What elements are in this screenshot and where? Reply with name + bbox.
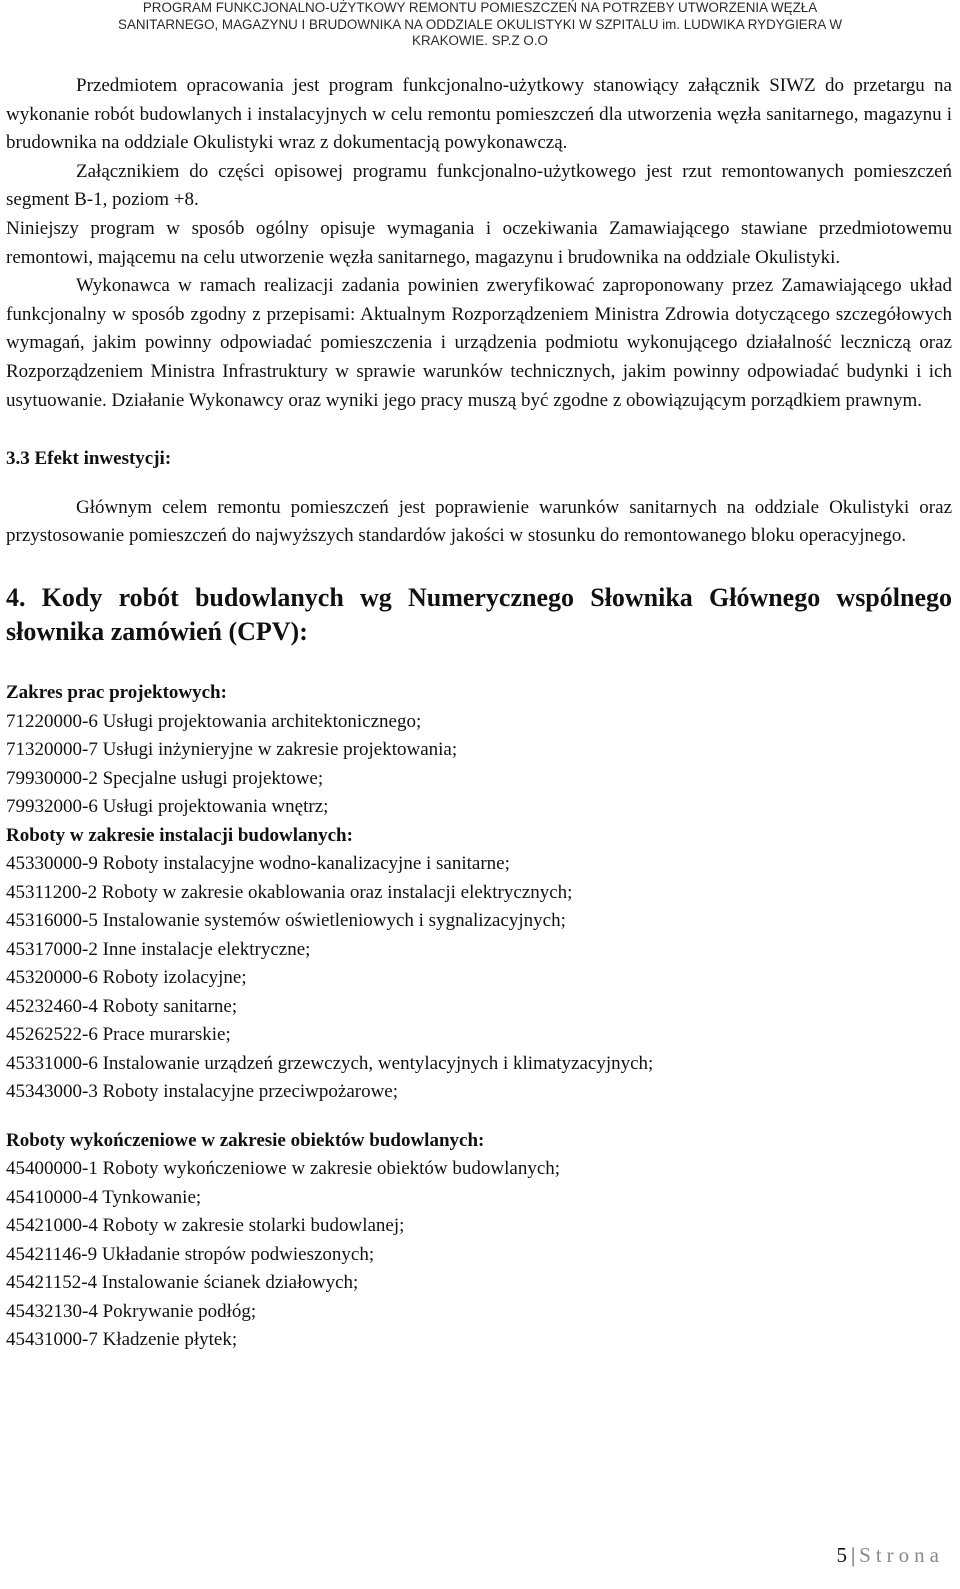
page-footer bbox=[836, 1540, 944, 1570]
header-line-2: SANITARNEGO, MAGAZYNU I BRUDOWNIKA NA ODDZIALE OKULISTYKI W SZPITALU im. LUDWIKA RYDYGIERA W bbox=[118, 16, 842, 32]
list-item: 45432130-4 Pokrywanie podłóg; bbox=[6, 1300, 257, 1322]
list-item: 45320000-6 Roboty izolacyjne; bbox=[6, 967, 247, 989]
paragraph-contractor: Wykonawca w ramach realizacji zadania powinien zweryfikować zaproponowany przez Zamawiającego układ funkcjonalny w sposób zgodny z przepisami: Aktualnym Rozporządzeniem Ministra Zdrowia dotyczącego szczegółowych wymagań, jakim powinny odpowiadać pomieszczenia i urządzenia podmiotu wykonującego działalność leczniczą oraz Rozporządzeniem Ministra Infrastruktury w sprawie warunków technicznych, jakim powinny odpowiadać budynki i ich usytuowanie. Działanie Wykonawcy oraz wyniki jego pracy muszą być zgodne z obowiązującym porządkiem prawnym. bbox=[6, 275, 952, 411]
section-3-3-title: Efekt inwestycji: bbox=[34, 448, 172, 470]
installation-group-title: Roboty w zakresie instalacji budowlanych: bbox=[6, 824, 353, 846]
list-item: 45316000-5 Instalowanie systemów oświetleniowych i sygnalizacyjnych; bbox=[6, 910, 566, 932]
list-item: 45421146-9 Układanie stropów podwieszonych; bbox=[6, 1243, 375, 1265]
list-item: 71320000-7 Usługi inżynieryjne w zakresie projektowania; bbox=[6, 739, 458, 760]
section-3-3-text: Głównym celem remontu pomieszczeń jest poprawienie warunków sanitarnych na oddziale Okulistyki oraz przystosowanie pomieszczeń do najwyższych standardów jakości w stosunku do remontowanego bloku operacyjnego. bbox=[6, 496, 952, 547]
list-item: 45262522-6 Prace murarskie; bbox=[6, 1024, 231, 1046]
list-item: 45330000-9 Roboty instalacyjne wodno-kanalizacyjne i sanitarne; bbox=[6, 853, 510, 875]
list-item: 45421152-4 Instalowanie ścianek działowych; bbox=[6, 1272, 359, 1294]
header-line-1: PROGRAM FUNKCJONALNO-UŻYTKOWY REMONTU POMIESZCZEŃ NA POTRZEBY UTWORZENIA WĘZŁA bbox=[142, 0, 818, 15]
list-item: 45431000-7 Kładzenie płytek; bbox=[6, 1329, 238, 1351]
paragraph-subject: Przedmiotem opracowania jest program funkcjonalno-użytkowy stanowiący załącznik SIWZ do przetargu na wykonanie robót budowlanych i instalacyjnych w celu remontu pomieszczeń dla utworzenia węzła sanitarnego, magazynu i brudownika na oddziale Okulistyki wraz z dokumentacją powykonawczą. bbox=[6, 75, 952, 154]
document-body bbox=[6, 72, 952, 1355]
footer-page-label: Strona bbox=[859, 1543, 944, 1567]
header-line-3: KRAKOWIE. SP.Z O.O bbox=[412, 33, 548, 49]
list-item: 79930000-2 Specjalne usługi projektowe; bbox=[6, 767, 324, 789]
section-3-3-number: 3.3 bbox=[6, 448, 30, 470]
list-item: 45343000-3 Roboty instalacyjne przeciwpożarowe; bbox=[6, 1081, 399, 1103]
list-item: 45331000-6 Instalowanie urządzeń grzewczych, wentylacyjnych i klimatyzacyjnych; bbox=[6, 1052, 654, 1074]
list-item: 45410000-4 Tynkowanie; bbox=[6, 1186, 202, 1208]
section-4-heading: 4. Kody robót budowlanych wg Numerycznego Słownika Głównego wspólnego słownika zamówień (CPV): bbox=[6, 582, 952, 646]
list-item: 45400000-1 Roboty wykończeniowe w zakresie obiektów budowlanych; bbox=[6, 1158, 561, 1180]
list-item: 45421000-4 Roboty w zakresie stolarki budowlanej; bbox=[6, 1215, 405, 1237]
list-item: 71220000-6 Usługi projektowania architektonicznego; bbox=[6, 710, 422, 732]
section-3-3-heading bbox=[6, 445, 952, 474]
page-number: 5 bbox=[836, 1543, 847, 1567]
paragraph-attachment: Załącznikiem do części opisowej programu funkcjonalno-użytkowego jest rzut remontowanych pomieszczeń segment B-1, poziom +8. bbox=[6, 160, 952, 211]
list-item: 79932000-6 Usługi projektowania wnętrz; bbox=[6, 796, 329, 817]
paragraph-scope: Niniejszy program w sposób ogólny opisuje wymagania i oczekiwania Zamawiającego stawiane przedmiotowemu remontowi, mającemu na celu utworzenie węzła sanitarnego, magazynu i brudownika na oddziale Okulistyki. bbox=[6, 217, 952, 268]
finishing-code-list bbox=[6, 1155, 952, 1355]
design-code-list bbox=[6, 708, 952, 822]
page-header bbox=[0, 0, 960, 50]
list-item: 45311200-2 Roboty w zakresie okablowania oraz instalacji elektrycznych; bbox=[6, 881, 573, 903]
list-item: 45232460-4 Roboty sanitarne; bbox=[6, 995, 238, 1017]
finishing-group-title: Roboty wykończeniowe w zakresie obiektów budowlanych: bbox=[6, 1129, 485, 1151]
list-item: 45317000-2 Inne instalacje elektryczne; bbox=[6, 938, 311, 960]
design-group-title: Zakres prac projektowych: bbox=[6, 681, 227, 703]
installation-code-list bbox=[6, 850, 952, 1107]
footer-separator: | bbox=[850, 1543, 856, 1567]
